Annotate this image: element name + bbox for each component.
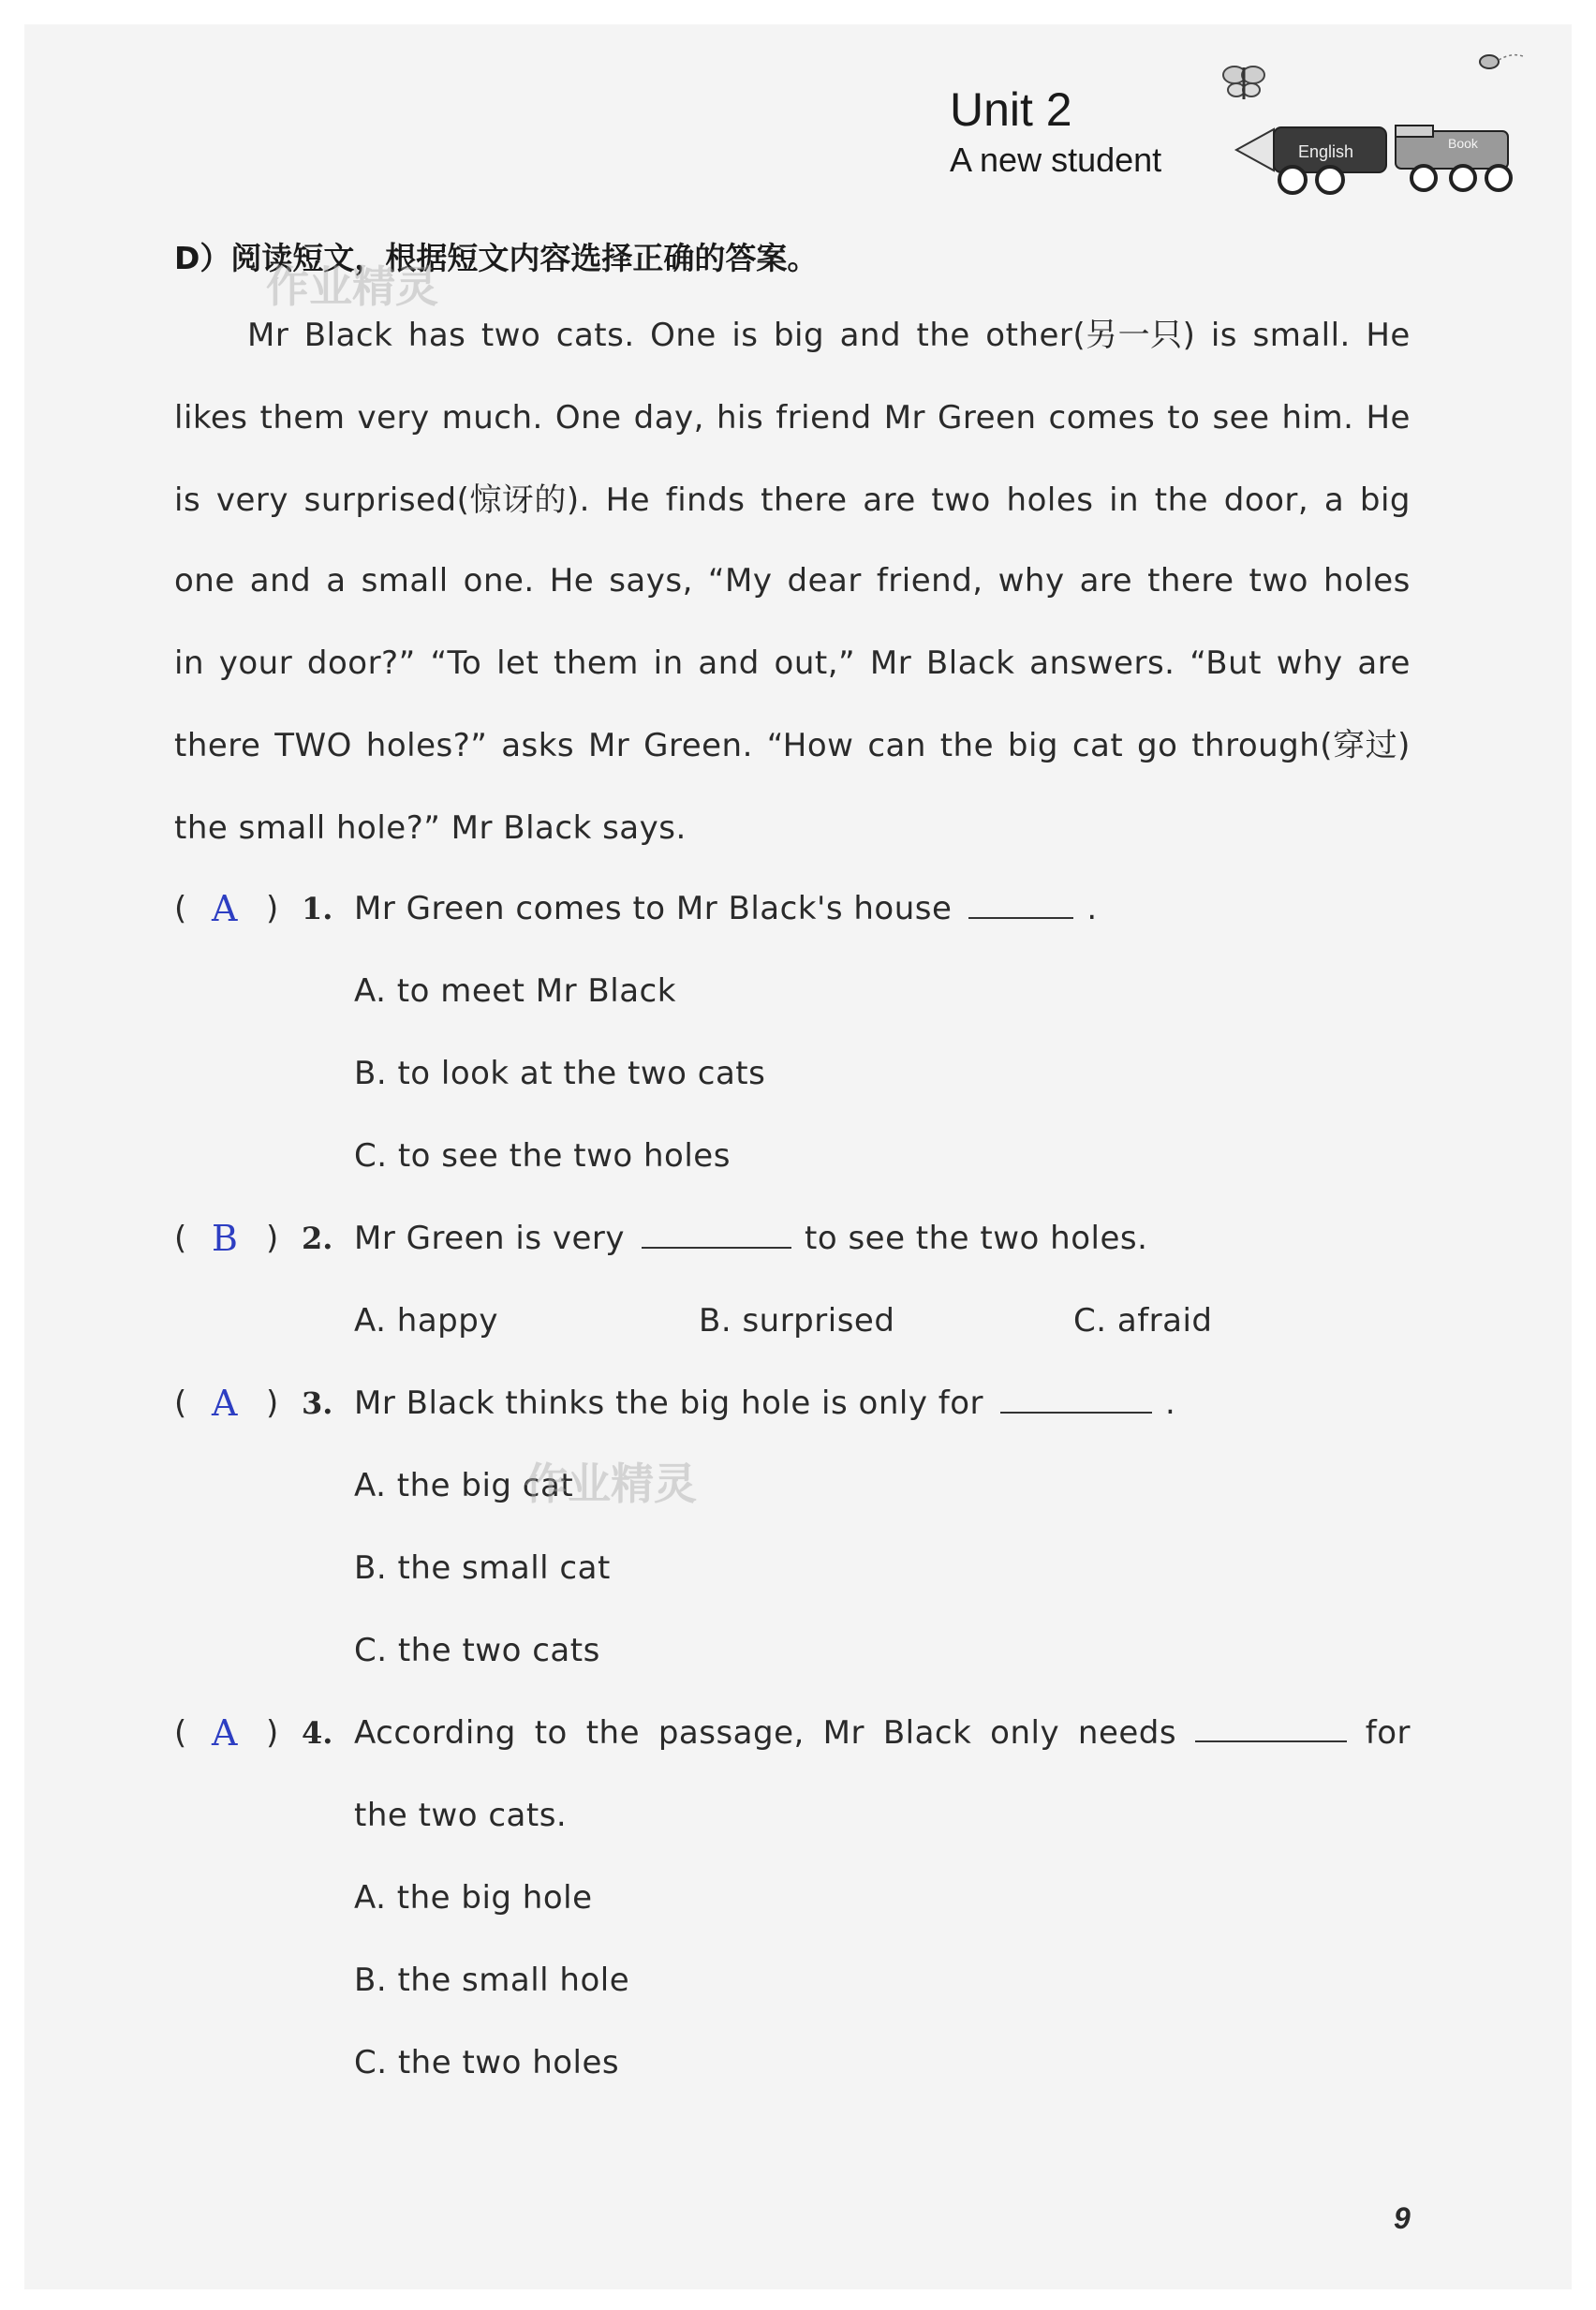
answer-bracket-close: ) xyxy=(266,1385,279,1422)
question-stem: Mr Green comes to Mr Black's house xyxy=(354,890,953,927)
passage-line: Mr Black has two cats. One is big and the other(另一只) is small. He xyxy=(247,317,1411,354)
answer-mark: A xyxy=(212,888,238,929)
question-number: 1. xyxy=(302,891,333,926)
answer-bracket-open: ( xyxy=(174,1220,187,1257)
answer-option: C. the two holes xyxy=(354,2044,620,2081)
section-instruction: D）阅读短文，根据短文内容选择正确的答案。 xyxy=(174,240,819,276)
passage-line: the small hole?” Mr Black says. xyxy=(174,809,687,847)
answer-option: B. the small cat xyxy=(354,1549,611,1587)
svg-text:English: English xyxy=(1298,142,1354,161)
bee-icon xyxy=(1480,55,1523,68)
answer-option: B. to look at the two cats xyxy=(354,1055,766,1092)
passage-line: there TWO holes?” asks Mr Green. “How can the big cat go through(穿过) xyxy=(174,727,1411,764)
question-text xyxy=(354,1383,1175,1424)
answer-option: A. to meet Mr Black xyxy=(354,972,676,1010)
passage-line: in your door?” “To let them in and out,” Mr Black answers. “But why are xyxy=(174,644,1411,682)
question-text-continued: the two cats. xyxy=(354,1797,568,1834)
answer-blank xyxy=(1195,1712,1347,1742)
answer-option: B. surprised xyxy=(699,1302,895,1340)
answer-bracket-close: ) xyxy=(266,1714,279,1752)
answer-bracket-open: ( xyxy=(174,1385,187,1422)
answer-mark: A xyxy=(212,1712,238,1754)
book-car-icon xyxy=(1396,126,1511,190)
question-number: 2. xyxy=(302,1221,333,1256)
answer-blank xyxy=(968,889,1073,919)
question-stem: Mr Black thinks the big hole is only for xyxy=(354,1385,983,1422)
answer-mark: A xyxy=(212,1383,238,1424)
passage-line: likes them very much. One day, his friend Mr Green comes to see him. He xyxy=(174,399,1411,437)
question-text: According to the passage, Mr Black only needs for xyxy=(354,1714,1411,1752)
answer-blank xyxy=(1000,1384,1152,1414)
question-stem-end: . xyxy=(1165,1385,1176,1422)
answer-mark: B xyxy=(212,1218,238,1259)
answer-blank xyxy=(642,1219,791,1249)
answer-option: C. afraid xyxy=(1073,1302,1213,1340)
answer-bracket-close: ) xyxy=(266,890,279,927)
answer-option: A. the big cat xyxy=(354,1467,574,1504)
question-stem: Mr Green is very xyxy=(354,1220,625,1257)
answer-option: A. the big hole xyxy=(354,1879,593,1917)
question-stem-end: for xyxy=(1365,1714,1411,1752)
answer-bracket-open: ( xyxy=(174,1714,187,1752)
question-text xyxy=(354,888,1098,929)
watermark: 作业精灵 xyxy=(525,1459,697,1509)
answer-option: C. to see the two holes xyxy=(354,1137,731,1175)
watermark: 作业精灵 xyxy=(266,261,438,312)
pencil-car-icon xyxy=(1236,127,1386,193)
butterfly-icon xyxy=(1223,67,1264,99)
svg-text:Book: Book xyxy=(1448,136,1478,151)
answer-bracket-close: ) xyxy=(266,1220,279,1257)
answer-bracket-open: ( xyxy=(174,890,187,927)
passage-line: is very surprised(惊讶的). He finds there are two holes in the door, a big xyxy=(174,481,1411,519)
pencil-book-car-illustration xyxy=(1218,47,1527,206)
answer-option: C. the two cats xyxy=(354,1632,600,1669)
question-text xyxy=(354,1218,1147,1259)
question-stem-end: . xyxy=(1086,890,1098,927)
question-stem-end: to see the two holes. xyxy=(805,1220,1148,1257)
passage-line: one and a small one. He says, “My dear friend, why are there two holes xyxy=(174,562,1411,600)
question-number: 4. xyxy=(302,1715,333,1751)
worksheet-page xyxy=(24,24,1572,2289)
answer-option: A. happy xyxy=(354,1302,498,1340)
unit-title: Unit 2 xyxy=(950,83,1072,136)
question-number: 3. xyxy=(302,1385,333,1421)
page-number: 9 xyxy=(1394,2201,1411,2235)
answer-option: B. the small hole xyxy=(354,1962,630,1999)
unit-subtitle: A new student xyxy=(950,141,1162,179)
